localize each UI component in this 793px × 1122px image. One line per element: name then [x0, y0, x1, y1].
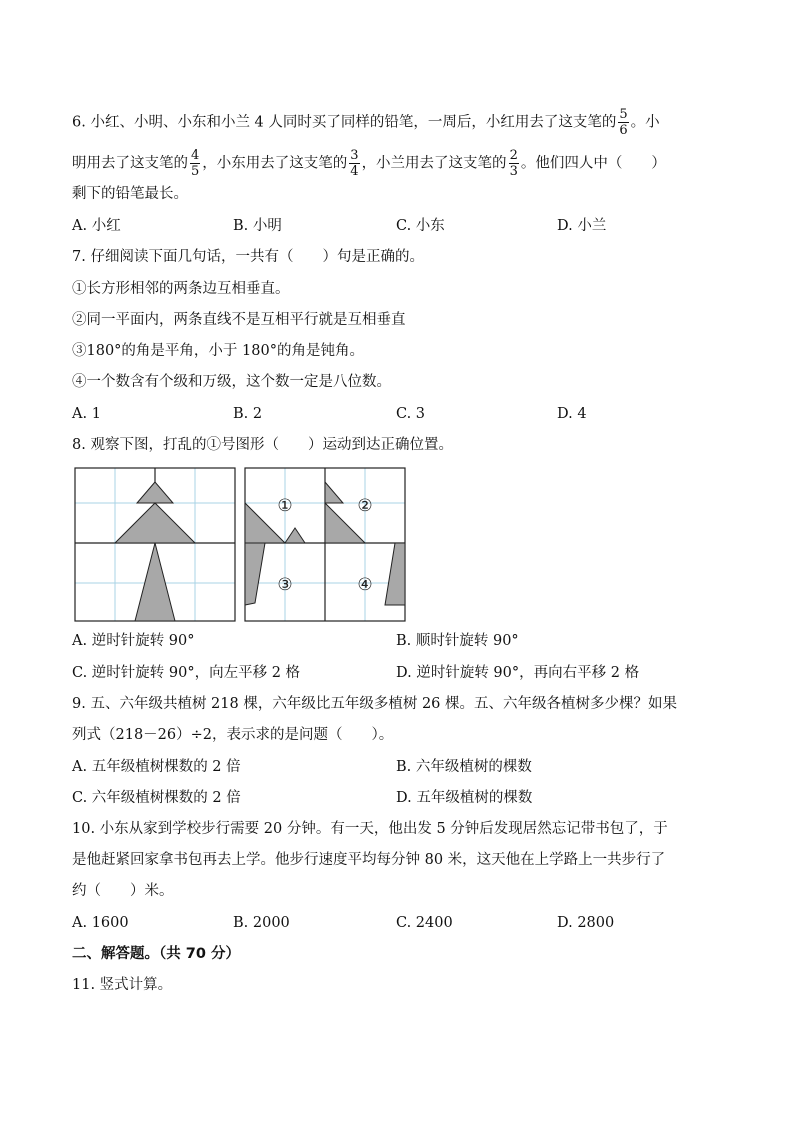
- q8-stem: 8. 观察下图，打乱的①号图形（ ）运动到达正确位置。: [72, 437, 453, 453]
- q8-option-a[interactable]: A. 逆时针旋转 90°: [72, 633, 195, 649]
- q10-line-1: 10. 小东从家到学校步行需要 20 分钟。有一天，他出发 5 分钟后发现居然忘记带书包了，于: [72, 821, 668, 837]
- q6-option-a[interactable]: A. 小红: [72, 218, 121, 234]
- piece-4-shape: [385, 543, 405, 605]
- q6-option-d[interactable]: D. 小兰: [557, 218, 607, 234]
- q7-statement-3: ③180°的角是平角，小于 180°的角是钝角。: [72, 343, 364, 359]
- fraction-4-5: $\frac{4}{5}$: [191, 148, 200, 179]
- q7-statement-4: ④一个数含有个级和万级，这个数一定是八位数。: [72, 374, 391, 390]
- q9-line-2: 列式（218－26）÷2，表示求的是问题（ ）。: [72, 727, 394, 743]
- fraction-5-6: $\frac{5}{6}$: [619, 107, 628, 138]
- fraction-3-4: $\frac{3}{4}$: [350, 148, 359, 179]
- complete-tree-grid: [75, 468, 235, 621]
- label-3: ③: [277, 575, 293, 595]
- q8-figure: [70, 462, 410, 626]
- label-2: ②: [357, 496, 373, 516]
- q6-line-1: 6. 小红、小明、小东和小兰 4 人同时买了同样的铅笔，一周后，小红用去了这支笔的 $\frac{5}{6}$ 。小: [72, 107, 660, 138]
- q6-option-b[interactable]: B. 小明: [233, 218, 282, 234]
- q6-line-2: 明用去了这支笔的 $\frac{4}{5}$ ，小东用去了这支笔的 $\frac{3}{4}$ ，小兰用去了这支笔的 $\frac{2}{3}$ 。他们四人中（ ）: [72, 148, 666, 179]
- q9-option-c[interactable]: C. 六年级植树棵数的 2 倍: [72, 790, 241, 806]
- section-2-heading: 二、解答题。（共 70 分）: [72, 946, 241, 962]
- q7-stem: 7. 仔细阅读下面几句话，一共有（ ）句是正确的。: [72, 249, 424, 265]
- q7-option-b[interactable]: B. 2: [233, 406, 263, 422]
- fraction-2-3: $\frac{2}{3}$: [509, 148, 518, 179]
- q9-option-b[interactable]: B. 六年级植树的棵数: [396, 759, 532, 775]
- q11-stem: 11. 竖式计算。: [72, 977, 173, 993]
- q6-line-3: 剩下的铅笔最长。: [72, 186, 188, 202]
- q7-option-d[interactable]: D. 4: [557, 406, 587, 422]
- piece-3-shape: [245, 543, 265, 605]
- q9-option-a[interactable]: A. 五年级植树棵数的 2 倍: [72, 759, 241, 775]
- q8-option-c[interactable]: C. 逆时针旋转 90°，向左平移 2 格: [72, 665, 301, 681]
- q10-option-a[interactable]: A. 1600: [72, 915, 129, 931]
- q8-option-b[interactable]: B. 顺时针旋转 90°: [396, 633, 519, 649]
- q9-line-1: 9. 五、六年级共植树 218 棵，六年级比五年级多植树 26 棵。五、六年级各植树多少棵？如果: [72, 696, 678, 712]
- q10-line-3: 约（ ）米。: [72, 883, 174, 899]
- q7-option-c[interactable]: C. 3: [396, 406, 426, 422]
- q9-option-d[interactable]: D. 五年级植树的棵数: [396, 790, 533, 806]
- piece-2-shape: [325, 482, 343, 503]
- label-1: ①: [277, 496, 293, 516]
- q6-option-c[interactable]: C. 小东: [396, 218, 445, 234]
- scrambled-tree-grid: [245, 468, 405, 621]
- q7-statement-2: ②同一平面内，两条直线不是互相平行就是互相垂直: [72, 312, 406, 328]
- q8-option-d[interactable]: D. 逆时针旋转 90°，再向右平移 2 格: [396, 665, 640, 681]
- q10-option-b[interactable]: B. 2000: [233, 915, 290, 931]
- label-4: ④: [357, 575, 373, 595]
- q7-statement-1: ①长方形相邻的两条边互相垂直。: [72, 281, 290, 297]
- q10-option-d[interactable]: D. 2800: [557, 915, 615, 931]
- q10-line-2: 是他赶紧回家拿书包再去上学。他步行速度平均每分钟 80 米，这天他在上学路上一共步行了: [72, 852, 666, 868]
- q7-option-a[interactable]: A. 1: [72, 406, 101, 422]
- q10-option-c[interactable]: C. 2400: [396, 915, 453, 931]
